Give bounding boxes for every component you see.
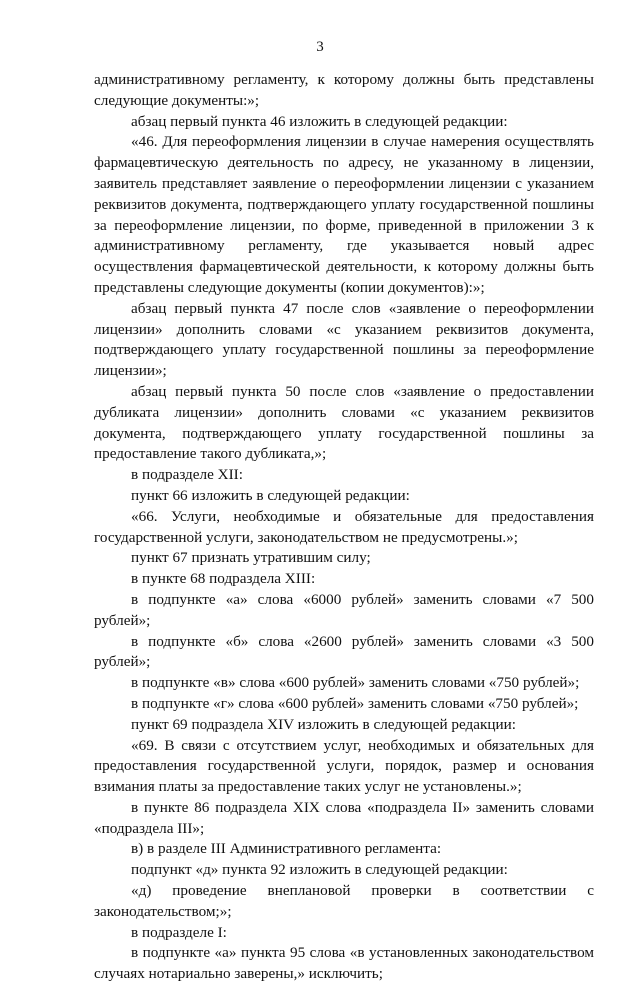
paragraph-8: «66. Услуги, необходимые и обязательные для предоставления государственной услуги, законодательством не предусмотрены.»;	[94, 507, 594, 546]
paragraph-19: подпункт «д» пункта 92 изложить в следующей редакции:	[131, 861, 508, 879]
page-number: 3	[316, 39, 324, 55]
paragraph-18: в) в разделе III Административного регламента:	[131, 840, 442, 858]
paragraph-5: абзац первый пункта 50 после слов «заявление о предоставлении дубликата лицензии» дополнить словами «с указанием реквизитов документа, подтверждающего уплату государственной пошлины за предоставление такого дубликата,»;	[94, 382, 594, 463]
paragraph-15: пункт 69 подраздела XIV изложить в следующей редакции:	[131, 715, 516, 733]
paragraph-13: в подпункте «в» слова «600 рублей» заменить словами «750 рублей»;	[131, 674, 580, 692]
paragraph-17: в пункте 86 подраздела XIX слова «подраздела II» заменить словами «подраздела III»;	[94, 798, 594, 837]
document-body	[94, 70, 594, 985]
paragraph-4: абзац первый пункта 47 после слов «заявление о переоформлении лицензии» дополнить словами «с указанием реквизитов документа, подтверждающего уплату государственной пошлины за переоформление лицензии»;	[94, 299, 594, 380]
paragraph-14: в подпункте «г» слова «600 рублей» заменить словами «750 рублей»;	[131, 694, 579, 712]
paragraph-1: административному регламенту, к которому должны быть представлены следующие документы:»;	[94, 71, 594, 109]
paragraph-16: «69. В связи с отсутствием услуг, необходимых и обязательных для предоставления государственной услуги, порядок, размер и основания взимания платы за предоставление таких услуг не установлены.»;	[94, 736, 594, 796]
paragraph-20: «д) проведение внеплановой проверки в соответствии с законодательством;»;	[94, 882, 594, 920]
paragraph-11: в подпункте «а» слова «6000 рублей» заменить словами «7 500 рублей»;	[94, 590, 594, 629]
paragraph-6: в подразделе XII:	[131, 466, 243, 484]
paragraph-10: в пункте 68 подраздела XIII:	[131, 570, 316, 588]
paragraph-2: абзац первый пункта 46 изложить в следующей редакции:	[131, 112, 508, 130]
paragraph-12: в подпункте «б» слова «2600 рублей» заменить словами «3 500 рублей»;	[94, 632, 594, 671]
paragraph-22: в подпункте «а» пункта 95 слова «в установленных законодательством случаях нотариально заверены,» исключить;	[94, 944, 594, 983]
paragraph-21: в подразделе I:	[131, 923, 227, 941]
paragraph-9: пункт 67 признать утратившим силу;	[131, 549, 371, 567]
paragraph-7: пункт 66 изложить в следующей редакции:	[131, 486, 410, 504]
paragraph-3: «46. Для переоформления лицензии в случае намерения осуществлять фармацевтическую деятельность по адресу, не указанному в лицензии, заявитель представляет заявление о переоформлении лицензии с указанием реквизитов документа, подтверждающего уплату государственной пошлины за переоформление лицензии, по форме, приведенной в приложении 3 к административному регламенту, где указывается новый адрес осуществления фармацевтической деятельности, к которому должны быть представлены следующие документы (копии документов):»;	[94, 133, 594, 296]
